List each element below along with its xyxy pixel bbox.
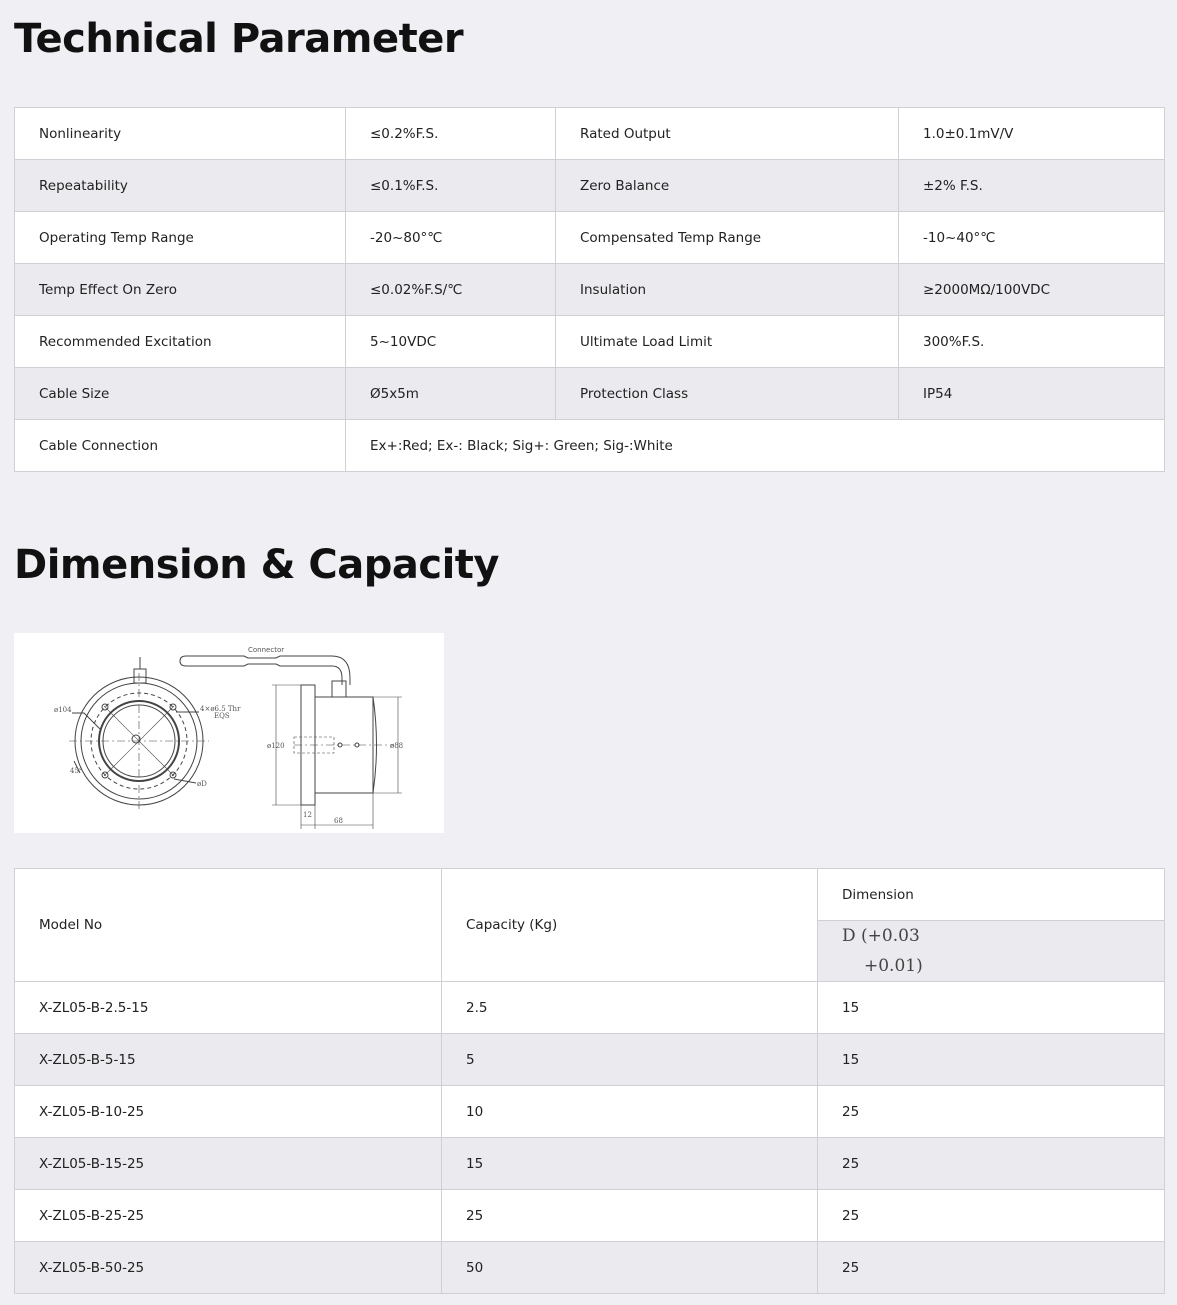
connector-label: Connector [248,646,285,654]
param-label: Cable Size [15,368,346,420]
table-row [15,1138,1165,1190]
table-row [15,212,1165,264]
model-cell: X-ZL05-B-2.5-15 [15,982,442,1034]
table-row [15,1242,1165,1294]
table-row [15,1190,1165,1242]
table-row [15,420,1165,472]
technical-parameter-table [14,107,1165,472]
param-value: 300%F.S. [899,316,1165,368]
param-label: Operating Temp Range [15,212,346,264]
table-header-row [15,869,1165,921]
param-value: -20~80°℃ [346,212,556,264]
table-row [15,316,1165,368]
param-label: Recommended Excitation [15,316,346,368]
table-row [15,264,1165,316]
param-value: 1.0±0.1mV/V [899,108,1165,160]
dim-label-angle: 45° [70,767,83,775]
dimension-capacity-title: Dimension & Capacity [14,542,499,588]
dimension-cell: 15 [818,982,1165,1034]
dim-label-w68: 68 [334,817,343,825]
param-label: Protection Class [556,368,899,420]
dim-label-od: øD [197,780,207,788]
table-row [15,368,1165,420]
param-label: Rated Output [556,108,899,160]
capacity-cell: 25 [442,1190,818,1242]
param-value: ≥2000MΩ/100VDC [899,264,1165,316]
cable-connection-value: Ex+:Red; Ex-: Black; Sig+: Green; Sig-:White [346,420,1165,472]
table-row [15,1034,1165,1086]
table-row [15,982,1165,1034]
header-dimension-d [818,921,1165,982]
technical-drawing-svg [14,633,444,833]
technical-parameter-title: Technical Parameter [14,16,464,62]
param-label: Insulation [556,264,899,316]
param-value: IP54 [899,368,1165,420]
dimension-cell: 25 [818,1242,1165,1294]
param-value: 5~10VDC [346,316,556,368]
param-value: ≤0.2%F.S. [346,108,556,160]
param-label: Zero Balance [556,160,899,212]
model-cell: X-ZL05-B-10-25 [15,1086,442,1138]
param-value: Ø5x5m [346,368,556,420]
param-label: Cable Connection [15,420,346,472]
param-label: Temp Effect On Zero [15,264,346,316]
param-value: ±2% F.S. [899,160,1165,212]
dimension-cell: 25 [818,1138,1165,1190]
param-value: ≤0.02%F.S/℃ [346,264,556,316]
capacity-cell: 10 [442,1086,818,1138]
header-dimension: Dimension [818,869,1165,921]
dimension-cell: 25 [818,1086,1165,1138]
model-cell: X-ZL05-B-5-15 [15,1034,442,1086]
dimension-d-line1: D (+0.03 [842,926,920,946]
capacity-cell: 50 [442,1242,818,1294]
param-label: Compensated Temp Range [556,212,899,264]
table-row [15,1086,1165,1138]
dim-label-d88: ø88 [390,742,404,750]
model-cell: X-ZL05-B-50-25 [15,1242,442,1294]
header-capacity: Capacity (Kg) [442,869,818,982]
param-value: ≤0.1%F.S. [346,160,556,212]
param-label: Ultimate Load Limit [556,316,899,368]
header-model-no: Model No [15,869,442,982]
param-label: Repeatability [15,160,346,212]
dimension-cell: 25 [818,1190,1165,1242]
table-row [15,108,1165,160]
capacity-cell: 2.5 [442,982,818,1034]
dim-label-d104: ø104 [54,706,72,714]
capacity-cell: 5 [442,1034,818,1086]
table-row [15,160,1165,212]
param-label: Nonlinearity [15,108,346,160]
dim-label-d120: ø120 [267,742,285,750]
dim-label-eqs: EQS [214,712,230,720]
dimension-cell: 15 [818,1034,1165,1086]
param-value: -10~40°℃ [899,212,1165,264]
model-cell: X-ZL05-B-25-25 [15,1190,442,1242]
capacity-cell: 15 [442,1138,818,1190]
capacity-table [14,868,1165,1294]
dim-label-holes: 4×ø6.5 Thr [200,705,241,713]
model-cell: X-ZL05-B-15-25 [15,1138,442,1190]
dim-label-w12: 12 [303,811,312,819]
dimension-d-line2: +0.01) [864,956,923,976]
dimension-drawing [14,633,444,833]
